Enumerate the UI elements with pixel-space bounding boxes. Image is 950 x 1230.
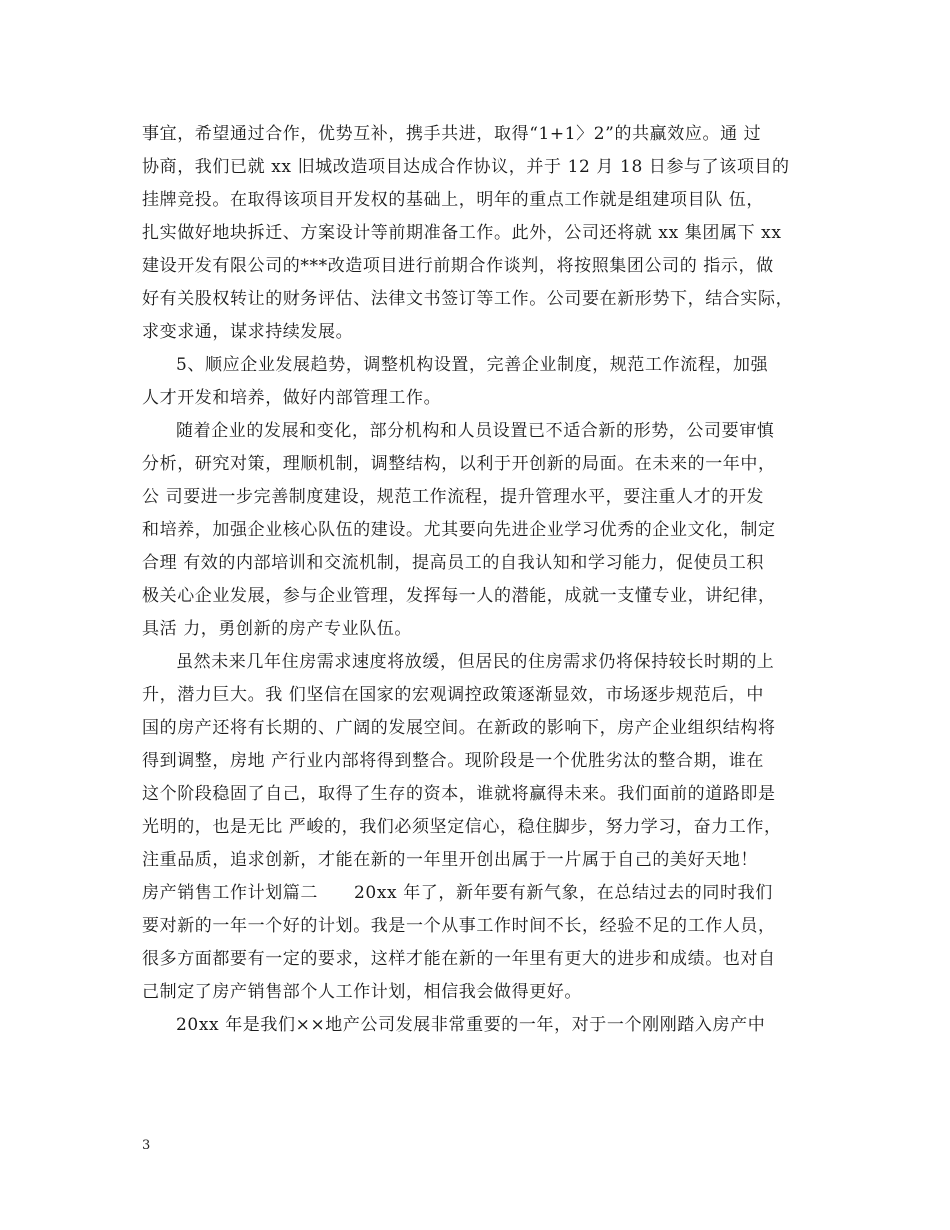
text-line: 挂牌竞投。在取得该项目开发权的基础上，明年的重点工作就是组建项目队 伍， — [142, 190, 765, 210]
text-line: 20xx 年是我们××地产公司发展非常重要的一年，对于一个刚刚踏入房产中 — [176, 1015, 766, 1035]
text-line: 分析，研究对策，理顺机制，调整结构，以利于开创新的局面。在未来的一年中， — [142, 454, 776, 474]
text-line: 升，潜力巨大。我 们坚信在国家的宏观调控政策逐渐显效，市场逐步规范后，中 — [142, 685, 765, 705]
text-line: 国的房产还将有长期的、广阔的发展空间。在新政的影响下，房产企业组织结构将 — [142, 718, 776, 738]
text-line: 扎实做好地块拆迁、方案设计等前期准备工作。此外，公司还将就 xx 集团属下 xx — [142, 223, 782, 243]
section-two — [142, 877, 822, 1009]
text-line: 己制定了房产销售部个人工作计划，相信我会做得更好。 — [142, 982, 582, 1002]
text-line: 事宜，希望通过合作，优势互补，携手共进，取得“1+1〉2”的共赢效应。通 过 — [142, 124, 762, 144]
text-line: 协商，我们已就 xx 旧城改造项目达成合作协议，并于 12 月 18 日参与了该项目的 — [142, 157, 790, 177]
paragraph-organization — [142, 415, 822, 646]
paragraph-year-intro — [142, 1009, 822, 1042]
text-line: 具活 力，勇创新的房产专业队伍。 — [142, 619, 413, 639]
text-line: 和培养，加强企业核心队伍的建设。尤其要向先进企业学习优秀的企业文化，制定 — [142, 520, 776, 540]
section-heading-line — [142, 877, 822, 910]
text-line: 得到调整，房地 产行业内部将得到整合。现阶段是一个优胜劣汰的整合期，谁在 — [142, 751, 765, 771]
text-line: 光明的，也是无比 严峻的，我们必须坚定信心，稳住脚步，努力学习，奋力工作， — [142, 817, 782, 837]
page-number: 3 — [142, 1138, 151, 1153]
text-line: 求变求通，谋求持续发展。 — [142, 322, 354, 342]
text-line: 这个阶段稳固了自己，取得了生存的资本，谁就将赢得未来。我们面前的道路即是 — [142, 784, 776, 804]
paragraph-cooperation — [142, 118, 822, 349]
text-line: 极关心企业发展，参与企业管理，发挥每一人的潜能，成就一支懂专业，讲纪律， — [142, 586, 776, 606]
text-line: 合理 有效的内部培训和交流机制，提高员工的自我认知和学习能力，促使员工积 — [142, 553, 765, 573]
text-line: 注重品质，追求创新，才能在新的一年里开创出属于一片属于自己的美好天地！ — [142, 850, 758, 870]
text-line: 好有关股权转让的财务评估、法律文书签订等工作。公司要在新形势下，结合实际， — [142, 289, 794, 309]
text-line: 随着企业的发展和变化，部分机构和人员设置已不适合新的形势，公司要审慎 — [176, 421, 775, 441]
text-line: 虽然未来几年住房需求速度将放缓，但居民的住房需求仍将保持较长时期的上 — [176, 652, 775, 672]
text-line: 公 司要进一步完善制度建设，规范工作流程，提升管理水平，要注重人才的开发 — [142, 487, 765, 507]
text-line: 很多方面都要有一定的要求，这样才能在新的一年里有更大的进步和成绩。也对自 — [142, 949, 776, 969]
section-first-line: 20xx 年了，新年要有新气象，在总结过去的同时我们 — [354, 883, 773, 903]
paragraph-outlook — [142, 646, 822, 877]
section-heading: 房产销售工作计划篇二 — [142, 883, 318, 903]
paragraph-item-5 — [142, 349, 822, 415]
text-line: 人才开发和培养，做好内部管理工作。 — [142, 388, 442, 408]
text-line: 要对新的一年一个好的计划。我是一个从事工作时间不长，经验不足的工作人员， — [142, 916, 776, 936]
document-body — [142, 118, 822, 1042]
text-line: 建设开发有限公司的***改造项目进行前期合作谈判，将按照集团公司的 指示，做 — [142, 256, 774, 276]
text-line: 5、顺应企业发展趋势，调整机构设置，完善企业制度，规范工作流程，加强 — [176, 355, 769, 375]
